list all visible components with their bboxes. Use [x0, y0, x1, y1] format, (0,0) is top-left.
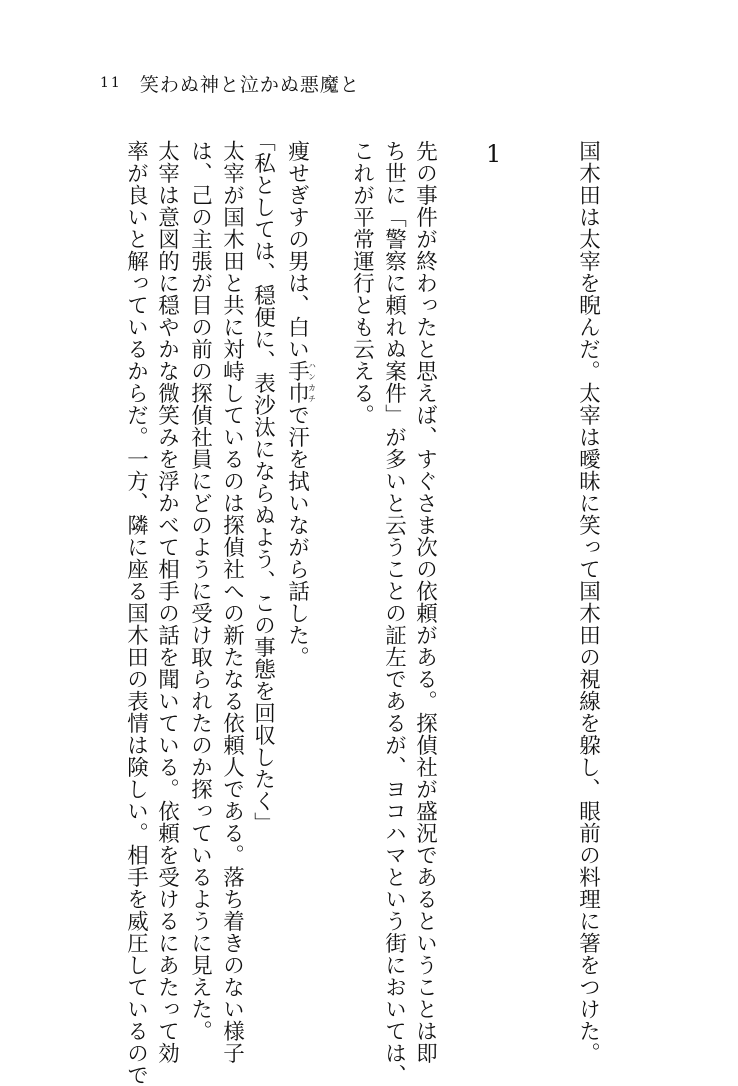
text-column-10: 率が良いと解っているからだ。一方、隣に座る国木田の表情は険しい。相手を威圧しているので [123, 140, 149, 1086]
text-column-2: 先の事件が終わったと思えば、すぐさま次の依頼がある。探偵社が盛況であるということは即 [412, 140, 438, 1064]
ruby-word [284, 360, 317, 404]
page-number: 11 [100, 75, 122, 91]
text-column-5-post: で汗を拭いながら話した。 [284, 404, 310, 668]
text-column-6: 「私としては、穏便に、表沙汰にならぬよう、この事態を回収したく」 [250, 130, 276, 834]
text-column-1: 国木田は太宰を睨んだ。太宰は曖昧に笑って国木田の視線を躱し、眼前の料理に箸をつけた。 [575, 140, 601, 1064]
section-number: 1 [486, 140, 502, 168]
text-column-9: 太宰は意図的に穏やかな微笑みを浮かべて相手の話を聞いている。依頼を受けるにあたって効 [154, 140, 180, 1064]
text-column-3: ち世に「警察に頼れぬ案件」が多いと云うことの証左であるが、ヨコハマという街においては、 [381, 140, 407, 1086]
running-title: 笑わぬ神と泣かぬ悪魔と [139, 73, 360, 96]
text-column-8: は、己の主張が目の前の探偵社員にどのように受け取られたのか探っているように見えた。 [187, 140, 213, 1042]
text-column-4: これが平常運行とも云える。 [349, 140, 375, 426]
ruby-reading: ハンカチ [307, 360, 317, 404]
page-header [100, 70, 360, 96]
ruby-base: 手巾 [284, 360, 310, 404]
text-column-5-pre: 痩せぎすの男は、白い [284, 140, 310, 360]
text-column-5 [286, 140, 316, 668]
text-column-7: 太宰が国木田と共に対峙しているのは探偵社への新たなる依頼人である。落ち着きのない様子 [219, 140, 245, 1064]
